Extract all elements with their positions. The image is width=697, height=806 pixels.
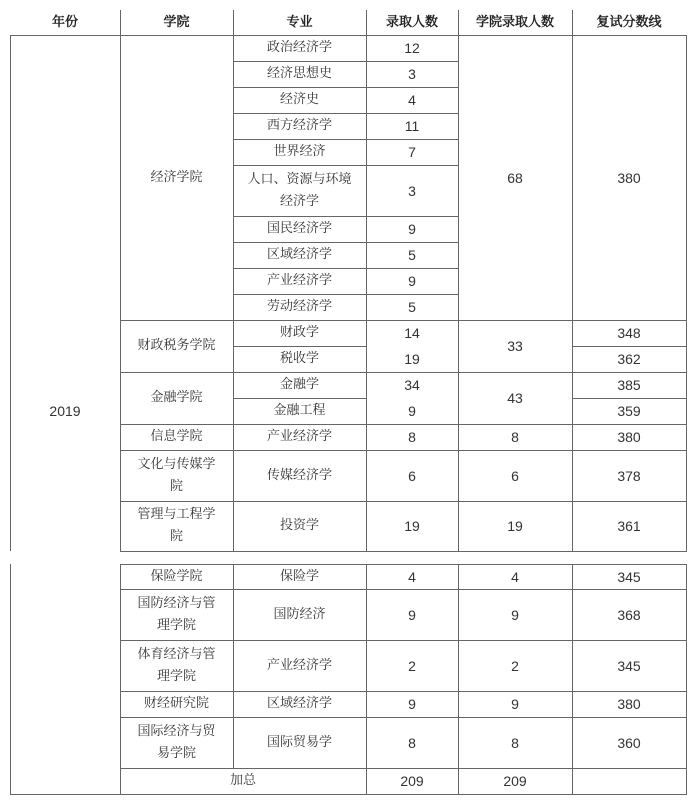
mgmt-count: 19 — [404, 518, 420, 534]
total-count: 209 — [400, 773, 424, 789]
intl-major: 国际贸易学 — [266, 734, 332, 750]
econ-count-0: 12 — [404, 40, 420, 56]
econ-major-8: 产业经济学 — [266, 273, 332, 288]
econ-count-3: 11 — [404, 118, 420, 134]
finance-tax-count-1: 19 — [404, 351, 420, 367]
year-cell: 2019 — [49, 402, 81, 419]
econ-count-8: 9 — [408, 273, 416, 289]
econ-major-6: 国民经济学 — [266, 221, 332, 236]
insurance-cutoff: 345 — [617, 568, 641, 585]
sports-college-name — [120, 640, 233, 691]
defense-college-name — [120, 589, 233, 640]
header-major: 专业 — [286, 14, 313, 30]
econ-major-1: 经济思想史 — [266, 66, 332, 81]
intl-college-line1: 国际经济与贸 — [137, 723, 216, 739]
research-college-total: 9 — [511, 696, 519, 712]
intl-college-total: 8 — [511, 734, 519, 751]
econ-major-4: 世界经济 — [273, 144, 326, 159]
finance-major-0: 金融学 — [279, 377, 319, 392]
research-college-name: 财经研究院 — [143, 696, 209, 711]
econ-major-2: 经济史 — [279, 92, 319, 107]
finance-tax-college-total: 33 — [507, 338, 523, 354]
info-college-name: 信息学院 — [150, 429, 203, 444]
econ-count-5: 3 — [408, 182, 416, 199]
finance-tax-major-1: 税收学 — [279, 351, 319, 366]
header-year: 年份 — [51, 14, 78, 30]
insurance-college-name: 保险学院 — [150, 568, 203, 584]
header-college-admitted: 学院录取人数 — [475, 14, 554, 30]
econ-college-name: 经济学院 — [150, 169, 203, 185]
defense-count: 9 — [408, 606, 416, 623]
finance-college-name: 金融学院 — [150, 390, 203, 405]
econ-major-3: 西方经济学 — [266, 118, 332, 133]
econ-count-7: 5 — [408, 247, 416, 263]
header-cutoff: 复试分数线 — [596, 14, 662, 30]
media-college-line2: 院 — [169, 478, 183, 494]
finance-tax-cutoff-0: 348 — [617, 325, 641, 341]
econ-count-6: 9 — [408, 221, 416, 237]
defense-cutoff: 368 — [617, 606, 641, 623]
econ-college-total: 68 — [507, 169, 523, 186]
media-cutoff: 378 — [617, 467, 641, 484]
defense-college-line1: 国防经济与管 — [137, 595, 216, 611]
info-cutoff: 380 — [617, 429, 641, 445]
finance-cutoff-0: 385 — [617, 377, 641, 393]
header-college: 学院 — [163, 14, 190, 30]
econ-count-4: 7 — [408, 144, 416, 160]
research-major: 区域经济学 — [266, 696, 332, 711]
econ-major-5-line1: 人口、资源与环境 — [247, 171, 352, 187]
econ-major-9: 劳动经济学 — [266, 299, 332, 314]
insurance-count: 4 — [408, 568, 416, 585]
media-college-total: 6 — [511, 467, 519, 484]
finance-cutoff-1: 359 — [617, 403, 641, 419]
total-college-total: 209 — [503, 773, 527, 789]
research-cutoff: 380 — [617, 696, 641, 712]
econ-cutoff: 380 — [617, 169, 641, 186]
mgmt-college-name — [120, 501, 233, 551]
mgmt-college-line1: 管理与工程学 — [137, 507, 216, 522]
econ-major-7: 区域经济学 — [266, 247, 332, 262]
sports-count: 2 — [408, 657, 416, 674]
research-count: 9 — [408, 696, 416, 712]
finance-college-total: 43 — [507, 390, 523, 406]
finance-major-1: 金融工程 — [273, 403, 326, 418]
finance-count-0: 34 — [404, 377, 420, 393]
info-college-total: 8 — [511, 429, 519, 445]
sports-college-line2: 理学院 — [156, 668, 196, 684]
finance-tax-count-0: 14 — [404, 325, 420, 341]
info-count: 8 — [408, 429, 416, 445]
finance-tax-major-0: 财政学 — [279, 325, 319, 340]
total-label: 加总 — [229, 773, 256, 788]
finance-tax-cutoff-1: 362 — [617, 351, 641, 367]
sports-college-total: 2 — [511, 657, 519, 674]
finance-count-1: 9 — [408, 403, 416, 419]
intl-college-name — [120, 717, 233, 768]
sports-cutoff: 345 — [617, 657, 641, 674]
defense-major: 国防经济 — [273, 606, 326, 622]
econ-count-9: 5 — [408, 299, 416, 315]
mgmt-college-line2: 院 — [169, 529, 183, 544]
media-college-line1: 文化与传媒学 — [137, 456, 216, 472]
econ-major-5-line2: 经济学 — [279, 193, 319, 209]
sports-major: 产业经济学 — [266, 657, 332, 673]
mgmt-cutoff: 361 — [617, 518, 641, 534]
defense-college-line2: 理学院 — [156, 617, 196, 633]
header-admitted: 录取人数 — [385, 14, 438, 30]
insurance-college-total: 4 — [511, 568, 519, 585]
econ-major-5 — [233, 165, 366, 216]
econ-major-0: 政治经济学 — [266, 40, 332, 55]
intl-count: 8 — [408, 734, 416, 751]
sports-college-line1: 体育经济与管 — [137, 646, 216, 662]
defense-college-total: 9 — [511, 606, 519, 623]
media-major: 传媒经济学 — [266, 467, 332, 483]
mgmt-college-total: 19 — [507, 518, 523, 534]
mgmt-major: 投资学 — [279, 518, 319, 533]
econ-count-1: 3 — [408, 66, 416, 82]
econ-count-2: 4 — [408, 92, 416, 108]
intl-cutoff: 360 — [617, 734, 641, 751]
media-college-name — [120, 450, 233, 501]
media-count: 6 — [408, 467, 416, 484]
intl-college-line2: 易学院 — [156, 745, 196, 761]
finance-tax-college-name: 财政税务学院 — [137, 338, 216, 353]
info-major: 产业经济学 — [266, 429, 332, 444]
insurance-major: 保险学 — [279, 568, 319, 584]
